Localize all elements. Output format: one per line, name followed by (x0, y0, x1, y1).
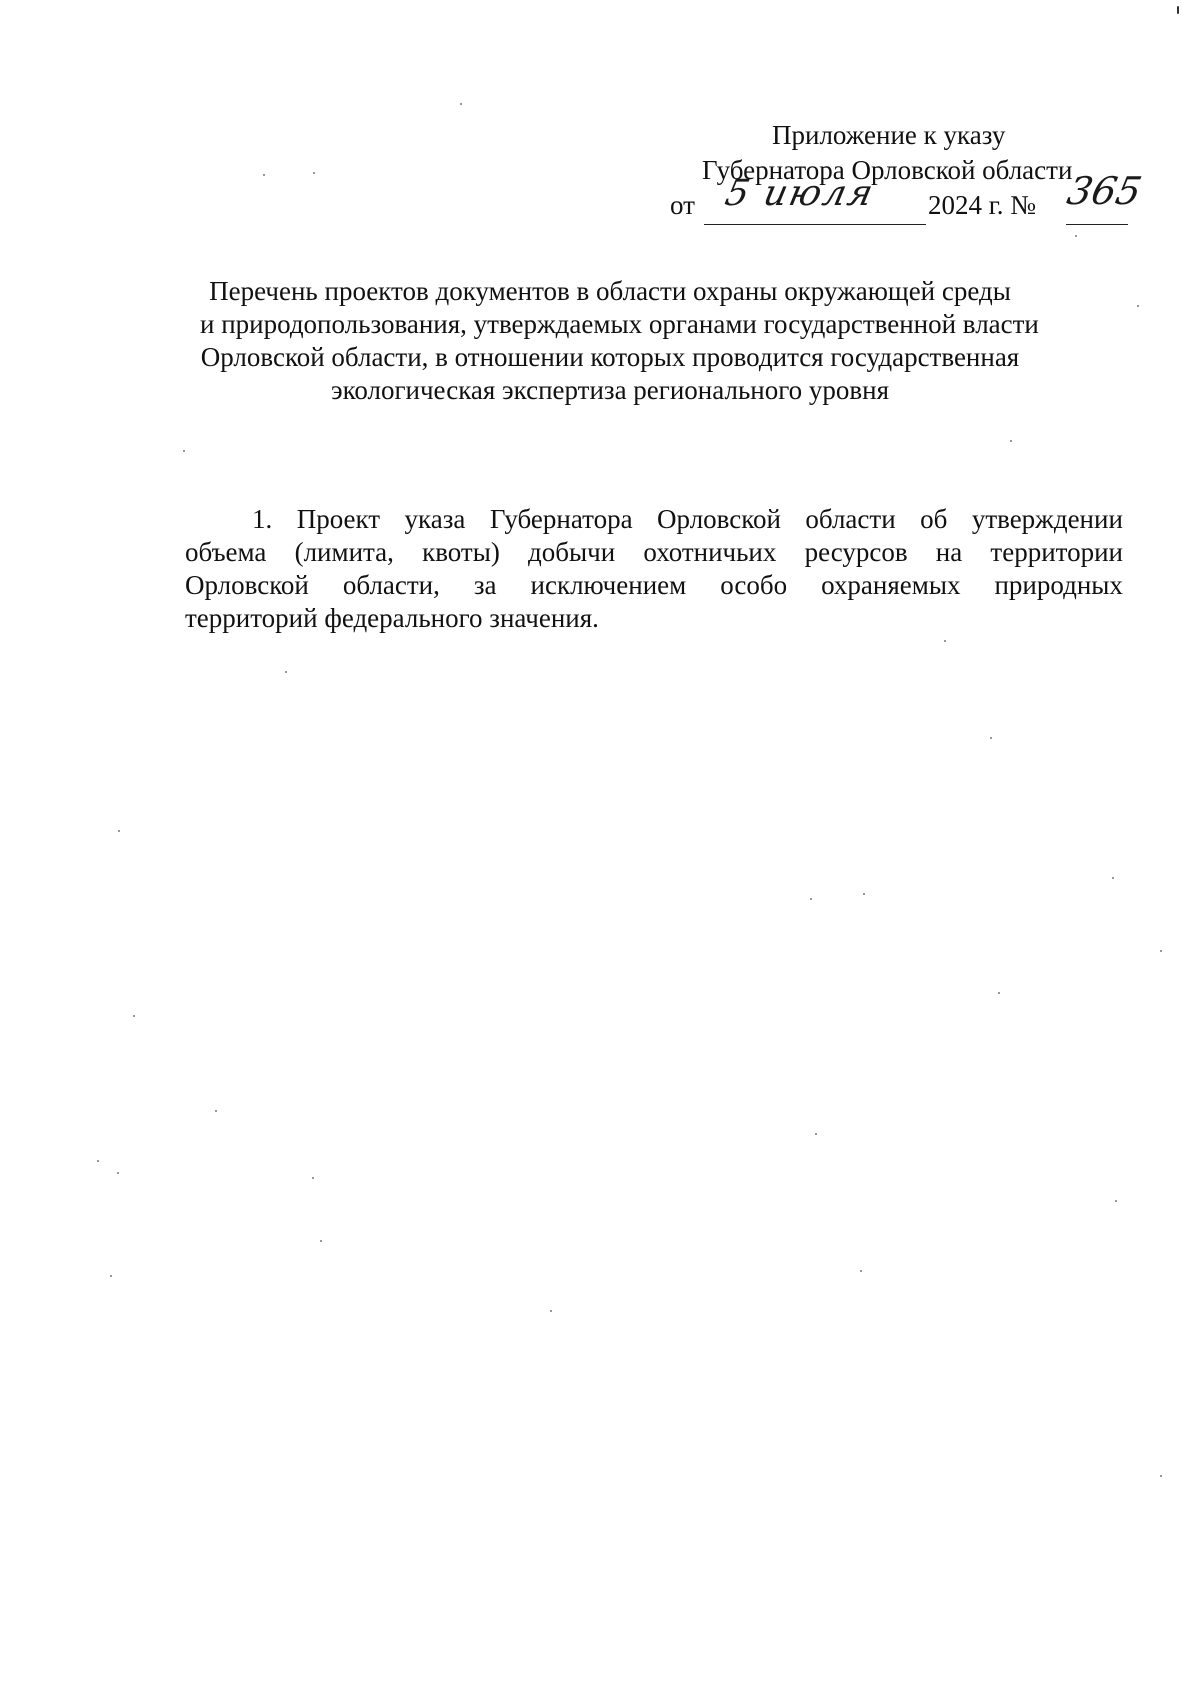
scan-speck (815, 1133, 817, 1135)
title-line: Перечень проектов документов в области охраны окружающей среды (209, 276, 1011, 306)
item-line (185, 503, 1123, 536)
scan-speck (1075, 235, 1077, 237)
item-line (185, 569, 1123, 602)
scan-speck (1112, 877, 1114, 879)
item-word: на (935, 537, 963, 567)
item-word: квоты) (422, 537, 500, 567)
item-word: территорий федерального значения. (185, 603, 599, 633)
item-word: территории (990, 537, 1123, 567)
item-word: особо (720, 570, 788, 600)
year-number-label: 2024 г. № (928, 190, 1037, 220)
item-word: 1. (252, 504, 273, 534)
item-word: объема (185, 537, 267, 567)
handwritten-date: 5 июля (721, 173, 879, 214)
item-word: ресурсов (804, 537, 908, 567)
item-word: (лимита, (294, 537, 394, 567)
title-line: Орловской области, в отношении которых проводится государственная (200, 342, 1020, 372)
scan-speck (263, 174, 265, 176)
item-word: охраняемых (821, 570, 961, 600)
number-field (1063, 169, 1146, 225)
scan-speck (215, 1110, 217, 1112)
item-word: области (805, 504, 896, 534)
item-word: за (473, 570, 497, 600)
item-word: области, (342, 570, 440, 600)
scan-speck (1115, 1200, 1117, 1202)
item-line (185, 536, 1123, 569)
title-line: и природопользования, утверждаемых органами государственной власти (200, 309, 1039, 339)
scan-speck (313, 172, 315, 174)
scan-speck (810, 898, 812, 900)
item-word: Орловской (185, 570, 309, 600)
item-word: утверждении (971, 504, 1123, 534)
scan-speck (1160, 1475, 1162, 1477)
scan-speck (110, 1275, 112, 1277)
item-word: охотничьих (643, 537, 777, 567)
scan-speck (460, 103, 462, 105)
scan-speck (97, 1160, 99, 1162)
from-label: от (670, 190, 695, 220)
item-word: Орловской (657, 504, 781, 534)
scan-speck (1160, 950, 1162, 952)
item-word: исключением (530, 570, 687, 600)
scan-speck (117, 1172, 119, 1174)
appendix-issuer: Губернатора Орловской области (702, 155, 1073, 185)
item-word: об (920, 504, 948, 534)
scan-speck (183, 450, 185, 452)
list-item (185, 503, 1123, 635)
handwritten-number: 365 (1063, 169, 1146, 213)
scan-speck (1177, 6, 1179, 14)
item-word: указа (404, 504, 466, 534)
scan-speck (1137, 305, 1139, 307)
scan-speck (118, 830, 120, 832)
scan-speck (990, 737, 992, 739)
item-word: Губернатора (489, 504, 633, 534)
scan-speck (550, 1310, 552, 1312)
item-word: Проект (296, 504, 381, 534)
scan-speck (312, 1177, 314, 1179)
title-line: экологическая экспертиза регионального уровня (331, 375, 889, 405)
scan-speck (133, 1015, 135, 1017)
scan-speck (285, 671, 287, 673)
item-word: природных (994, 570, 1123, 600)
scan-speck (944, 640, 946, 642)
scan-speck (998, 992, 1000, 994)
scan-speck (1010, 440, 1012, 442)
document-title (200, 275, 1039, 407)
scan-speck (320, 1240, 322, 1242)
scan-speck (860, 1270, 862, 1272)
scan-speck (863, 893, 865, 895)
item-word: добычи (528, 537, 616, 567)
date-field (704, 173, 926, 225)
appendix-title: Приложение к указу (772, 120, 1006, 150)
item-line (185, 602, 1123, 635)
